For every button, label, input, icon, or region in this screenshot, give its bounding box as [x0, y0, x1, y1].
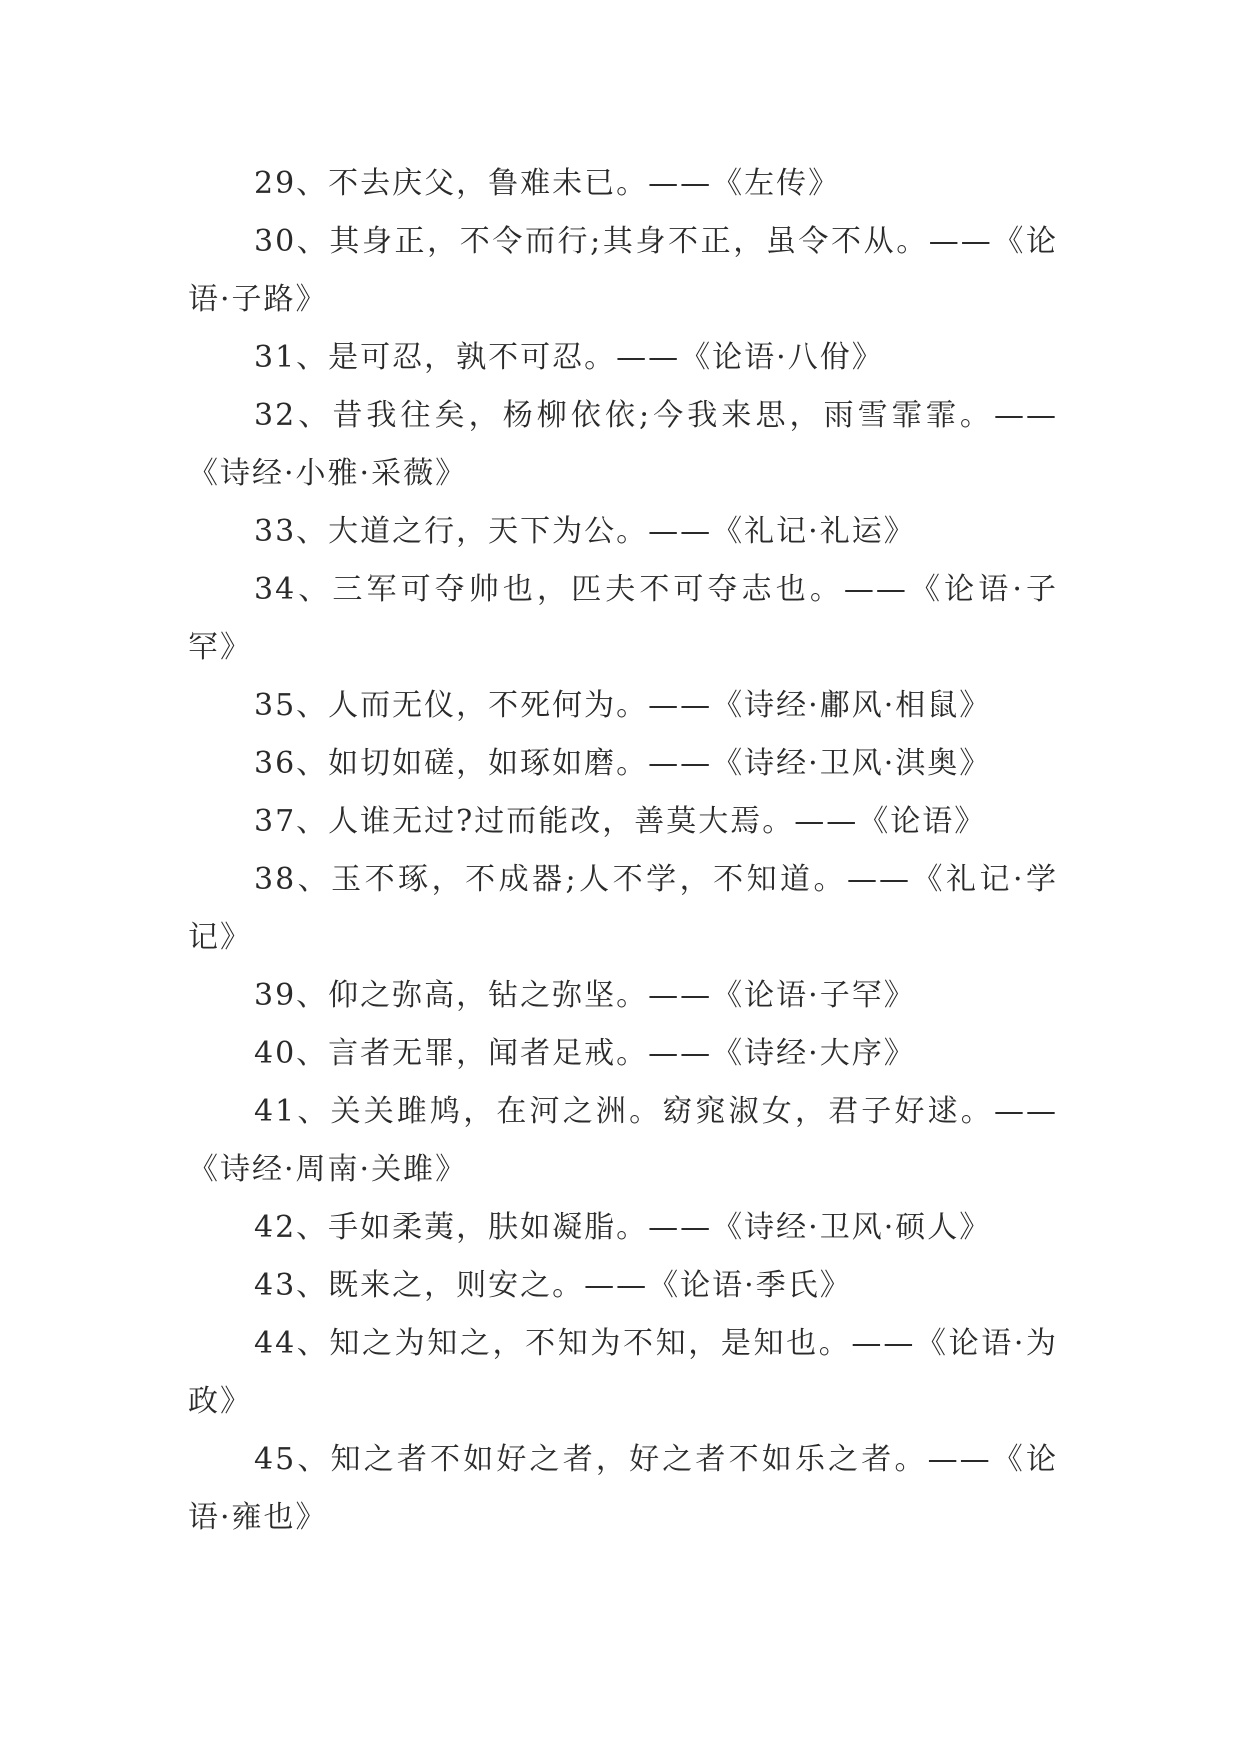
quote-41: 41、关关雎鸠，在河之洲。窈窕淑女，君子好逑。——《诗经·周南·关雎》 — [188, 1094, 1058, 1187]
quote-36: 36、如切如磋，如琢如磨。——《诗经·卫风·淇奥》 — [254, 746, 992, 781]
quote-32: 32、昔我往矣，杨柳依依;今我来思，雨雪霏霏。——《诗经·小雅·采薇》 — [188, 398, 1058, 491]
quote-31: 31、是可忍，孰不可忍。——《论语·八佾》 — [254, 340, 884, 375]
quote-40: 40、言者无罪，闻者足戒。——《诗经·大序》 — [254, 1036, 916, 1071]
quote-37: 37、人谁无过?过而能改，善莫大焉。——《论语》 — [254, 804, 987, 839]
quote-34: 34、三军可夺帅也，匹夫不可夺志也。——《论语·子罕》 — [188, 572, 1058, 665]
quote-44: 44、知之为知之，不知为不知，是知也。——《论语·为政》 — [188, 1326, 1058, 1419]
quote-30: 30、其身正，不令而行;其身不正，虽令不从。——《论语·子路》 — [188, 224, 1058, 317]
quote-39: 39、仰之弥高，钻之弥坚。——《论语·子罕》 — [254, 978, 916, 1013]
quote-42: 42、手如柔荑，肤如凝脂。——《诗经·卫风·硕人》 — [254, 1210, 992, 1245]
quote-35: 35、人而无仪，不死何为。——《诗经·鄘风·相鼠》 — [254, 688, 992, 723]
quote-33: 33、大道之行，天下为公。——《礼记·礼运》 — [254, 514, 916, 549]
quote-38: 38、玉不琢，不成器;人不学，不知道。——《礼记·学记》 — [188, 862, 1058, 955]
quote-list — [188, 155, 1058, 1547]
quote-45: 45、知之者不如好之者，好之者不如乐之者。——《论语·雍也》 — [188, 1442, 1058, 1535]
quote-43: 43、既来之，则安之。——《论语·季氏》 — [254, 1268, 852, 1303]
quote-29: 29、不去庆父，鲁难未已。——《左传》 — [254, 166, 841, 201]
